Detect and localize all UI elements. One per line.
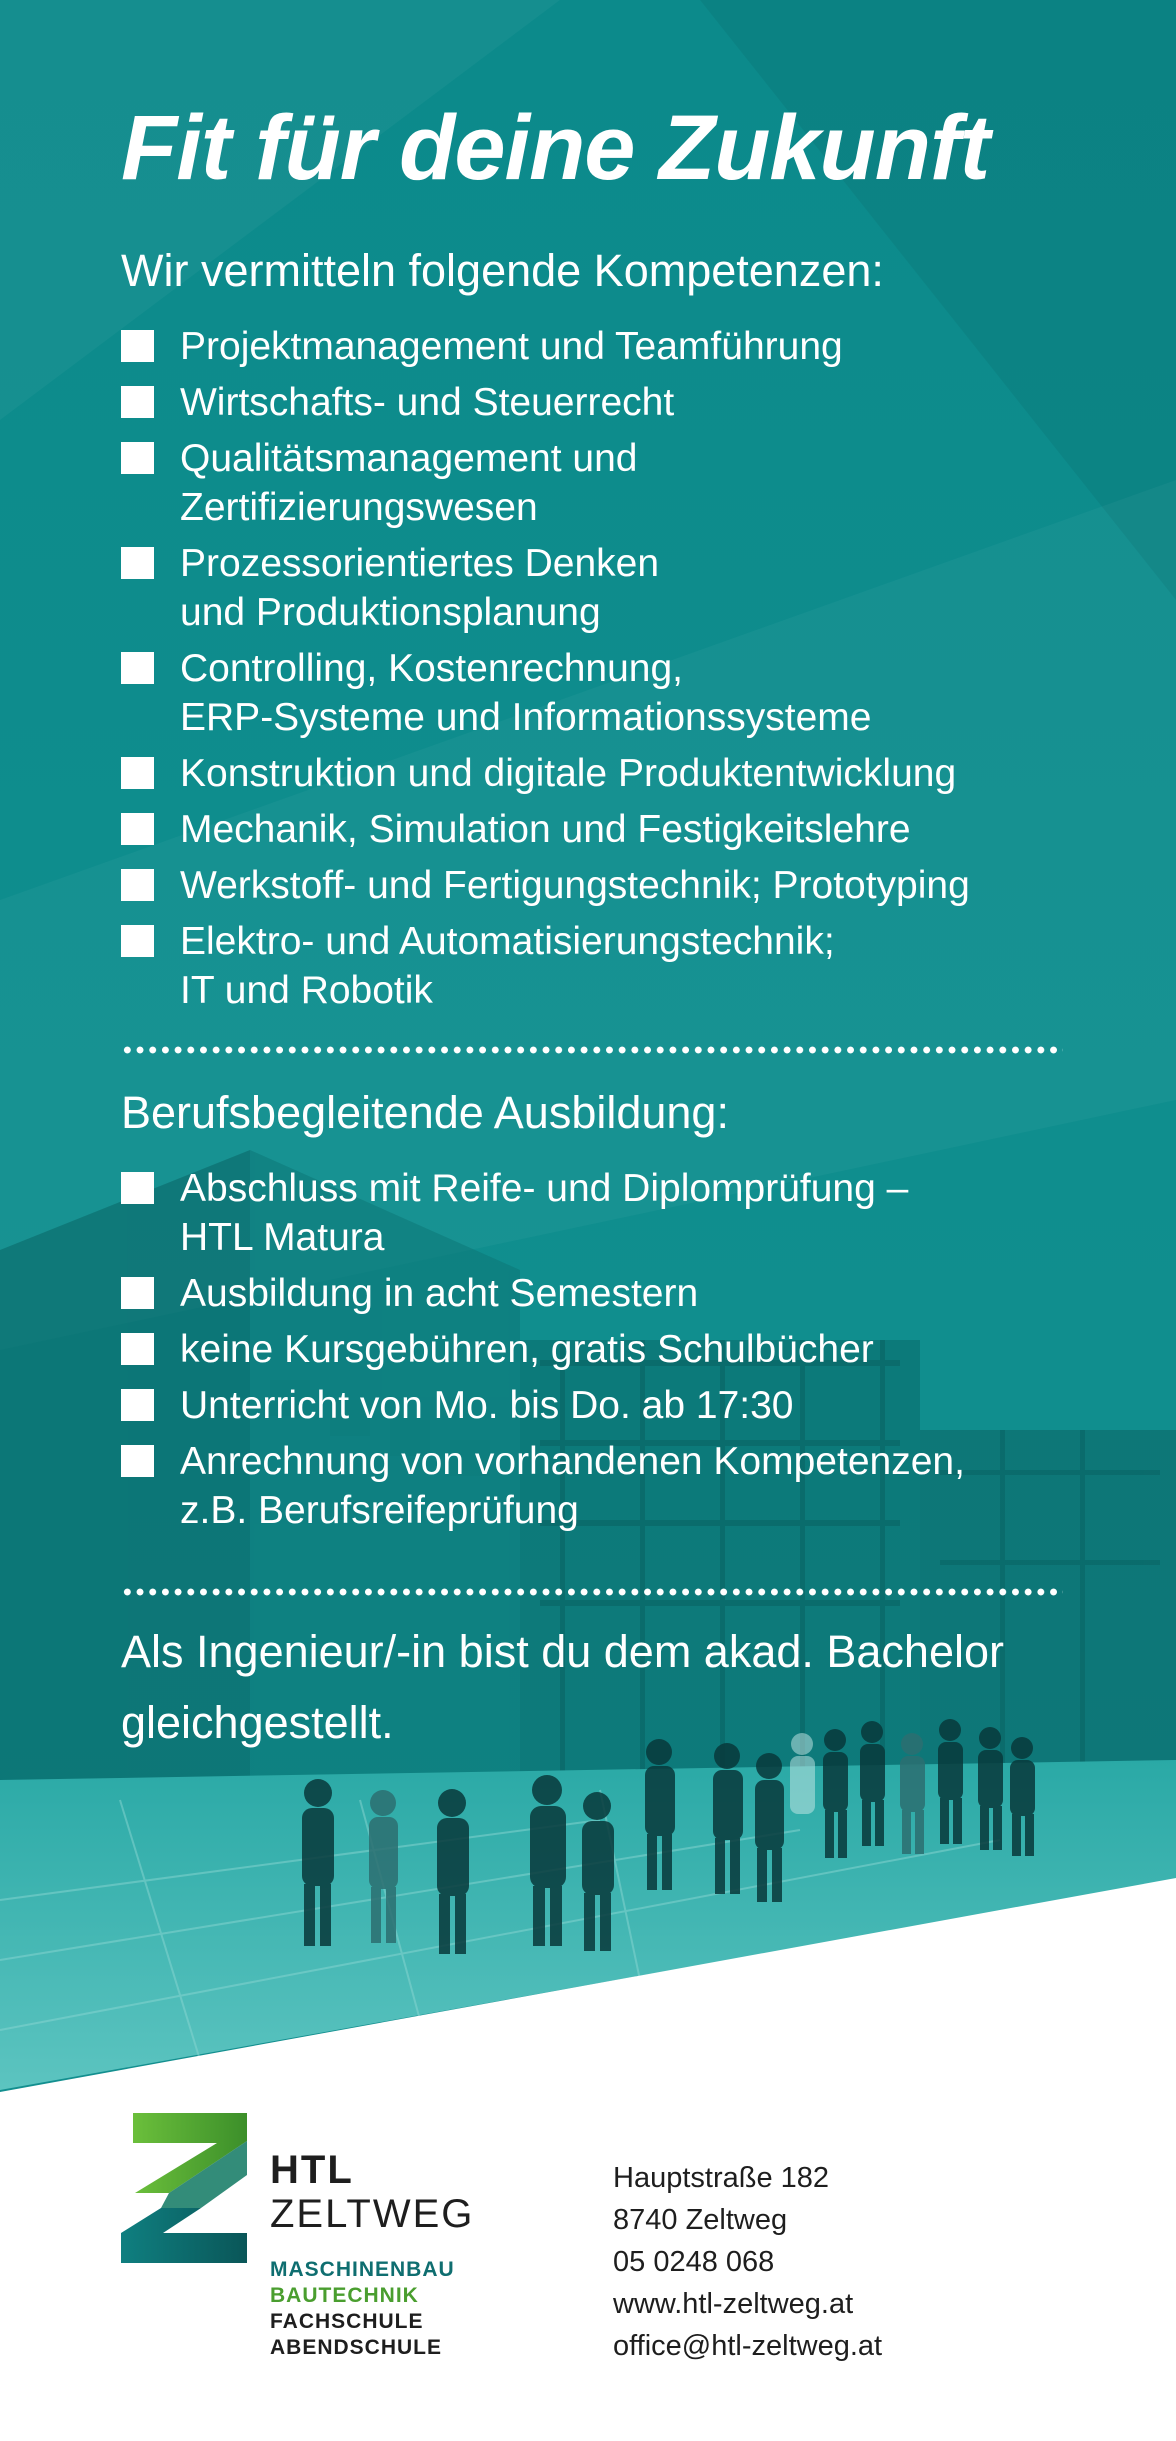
dotted-divider <box>121 1588 1063 1596</box>
training-item: Ausbildung in acht Semestern <box>121 1269 1081 1318</box>
checkbox-square-icon <box>121 1445 154 1477</box>
checkbox-square-icon <box>121 1333 154 1365</box>
checkbox-square-icon <box>121 1277 154 1309</box>
checkbox-square-icon <box>121 330 154 362</box>
checkbox-square-icon <box>121 442 154 474</box>
checkbox-square-icon <box>121 757 154 789</box>
training-item: Unterricht von Mo. bis Do. ab 17:30 <box>121 1381 1081 1430</box>
competence-item: Prozessorientiertes Denken und Produktionsplanung <box>121 539 1081 637</box>
contact-street: Hauptstraße 182 <box>613 2162 830 2194</box>
bachelor-claim: Als Ingenieur/-in bist du dem akad. Bachelor gleichgestellt. <box>121 1626 1004 1748</box>
contact-website-link[interactable]: www.htl-zeltweg.at <box>613 2288 854 2320</box>
checkbox-square-icon <box>121 813 154 845</box>
contact-city: 8740 Zeltweg <box>613 2204 788 2236</box>
competence-item: Konstruktion und digitale Produktentwicklung <box>121 749 1081 798</box>
checkbox-square-icon <box>121 652 154 684</box>
brand-name <box>270 2148 474 2236</box>
contact-email-link[interactable]: office@htl-zeltweg.at <box>613 2330 883 2362</box>
training-item: Abschluss mit Reife- und Diplomprüfung – HTL Matura <box>121 1164 1081 1262</box>
department-bautechnik: BAUTECHNIK <box>270 2284 419 2307</box>
competence-item: Elektro- und Automatisierungstechnik; IT und Robotik <box>121 917 1081 1015</box>
dotted-divider <box>121 1046 1063 1054</box>
checkbox-square-icon <box>121 547 154 579</box>
competences-title: Wir vermitteln folgende Kompetenzen: <box>121 245 884 296</box>
competence-item: Mechanik, Simulation und Festigkeitslehre <box>121 805 1081 854</box>
headline: Fit für deine Zukunft <box>121 97 990 199</box>
department-fachschule: FACHSCHULE <box>270 2310 424 2333</box>
competence-item: Controlling, Kostenrechnung, ERP-Systeme und Informationssysteme <box>121 644 1081 742</box>
checkbox-square-icon <box>121 386 154 418</box>
competence-item: Projektmanagement und Teamführung <box>121 322 1081 371</box>
contact-block <box>613 2157 882 2367</box>
training-list <box>121 1164 1081 1535</box>
checkbox-square-icon <box>121 925 154 957</box>
department-abendschule: ABENDSCHULE <box>270 2336 443 2359</box>
departments <box>270 2257 455 2361</box>
competence-item: Qualitätsmanagement und Zertifizierungswesen <box>121 434 1081 532</box>
checkbox-square-icon <box>121 1389 154 1421</box>
department-maschinenbau: MASCHINENBAU <box>270 2258 455 2281</box>
competence-item: Werkstoff- und Fertigungstechnik; Prototyping <box>121 861 1081 910</box>
checkbox-square-icon <box>121 869 154 901</box>
competence-item: Wirtschafts- und Steuerrecht <box>121 378 1081 427</box>
htl-zeltweg-logo-icon <box>121 2113 247 2263</box>
contact-phone: 05 0248 068 <box>613 2246 775 2278</box>
training-title: Berufsbegleitende Ausbildung: <box>121 1087 729 1138</box>
brand-line-htl: HTL <box>270 2148 354 2192</box>
training-item: keine Kursgebühren, gratis Schulbücher <box>121 1325 1081 1374</box>
training-item: Anrechnung von vorhandenen Kompetenzen, z.B. Berufsreifeprüfung <box>121 1437 1081 1535</box>
competences-list <box>121 322 1081 1015</box>
checkbox-square-icon <box>121 1172 154 1204</box>
brand-line-zeltweg: ZELTWEG <box>270 2192 475 2236</box>
